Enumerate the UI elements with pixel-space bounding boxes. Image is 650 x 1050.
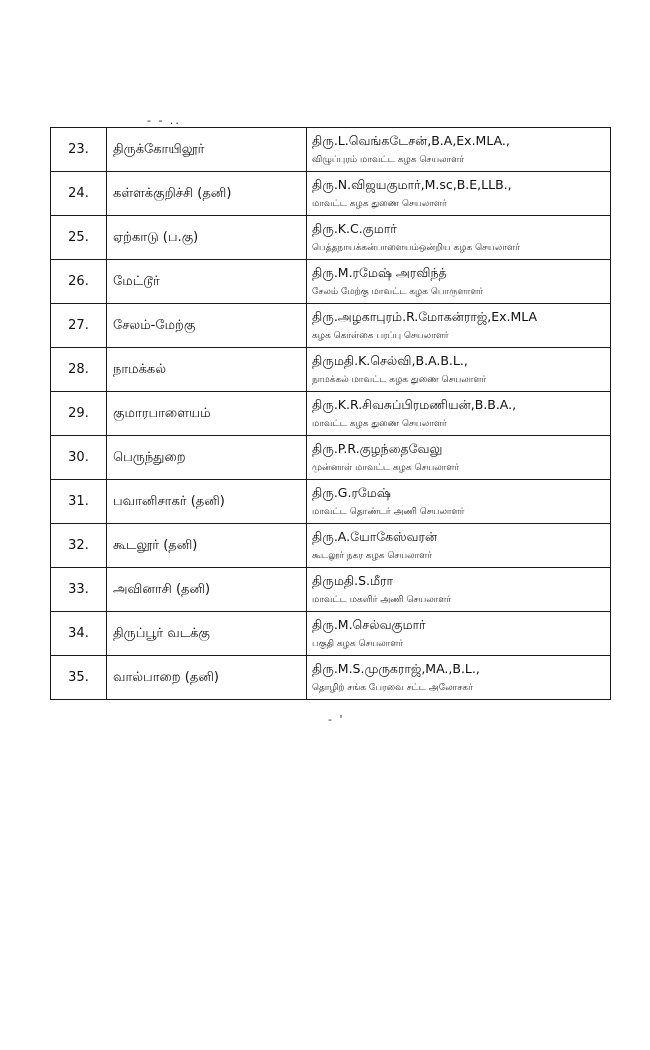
constituency-name: வால்பாறை (தனி)	[107, 656, 307, 700]
constituency-name: கூடலூர் (தனி)	[107, 524, 307, 568]
table-row	[51, 260, 611, 304]
row-number: 27.	[51, 304, 107, 348]
table-row	[51, 480, 611, 524]
constituency-name: திருப்பூர் வடக்கு	[107, 612, 307, 656]
constituency-name: நாமக்கல்	[107, 348, 307, 392]
candidate-cell	[307, 392, 611, 436]
candidate-role: பெத்தநாயக்கன்பாளையம்ஒன்றிய கழக செயலாளர்	[312, 243, 520, 253]
constituency-name: கள்ளக்குறிச்சி (தனி)	[107, 172, 307, 216]
table-row	[51, 216, 611, 260]
candidate-name: திரு.K.R.சிவசுப்பிரமணியன்,B.B.A.,	[312, 397, 517, 412]
candidate-role: பகுதி கழக செயலாளர்	[312, 639, 404, 649]
candidate-role: சேலம் மேற்கு மாவட்ட கழக பொருளாளர்	[312, 287, 484, 297]
candidate-name: திரு.அழகாபுரம்.R.மோகன்ராஜ்,Ex.MLA	[312, 309, 538, 324]
table-row	[51, 392, 611, 436]
row-number: 34.	[51, 612, 107, 656]
table-row	[51, 436, 611, 480]
row-number: 28.	[51, 348, 107, 392]
row-number: 29.	[51, 392, 107, 436]
table-row	[51, 128, 611, 172]
candidate-cell	[307, 128, 611, 172]
candidate-role: கழக கொள்கை பரப்பு செயலாளர்	[312, 331, 449, 341]
row-number: 24.	[51, 172, 107, 216]
table-row	[51, 568, 611, 612]
candidate-name: திரு.P.R.குழந்தைவேலு	[312, 441, 443, 456]
candidate-role: விழுப்புரம் மாவட்ட கழக செயலாளர்	[312, 155, 465, 165]
constituency-name: பவானிசாகர் (தனி)	[107, 480, 307, 524]
page-top-fragment: - - ..	[147, 114, 181, 127]
candidate-role: மாவட்ட தொண்டர் அணி செயலாளர்	[312, 507, 465, 517]
candidate-cell	[307, 524, 611, 568]
constituency-name: மேட்டூர்	[107, 260, 307, 304]
candidate-cell	[307, 480, 611, 524]
row-number: 30.	[51, 436, 107, 480]
row-number: 23.	[51, 128, 107, 172]
candidate-cell	[307, 612, 611, 656]
candidate-name: திரு.L.வெங்கடேசன்,B.A,Ex.MLA.,	[312, 133, 510, 148]
candidate-cell	[307, 172, 611, 216]
candidate-name: திருமதி.K.செல்வி,B.A.B.L.,	[312, 353, 468, 368]
table-row	[51, 524, 611, 568]
candidate-name: திருமதி.S.மீரா	[312, 573, 394, 588]
constituency-name: ஏற்காடு (ப.கு)	[107, 216, 307, 260]
candidate-cell	[307, 348, 611, 392]
constituency-name: அவினாசி (தனி)	[107, 568, 307, 612]
candidate-cell	[307, 304, 611, 348]
row-number: 25.	[51, 216, 107, 260]
row-number: 32.	[51, 524, 107, 568]
candidate-cell	[307, 216, 611, 260]
candidate-name: திரு.M.ரமேஷ் அரவிந்த்	[312, 265, 447, 280]
candidate-name: திரு.A.யோகேஸ்வரன்	[312, 529, 438, 544]
candidate-role: கூடலூர் நகர கழக செயலாளர்	[312, 551, 433, 561]
constituency-name: பெருந்துறை	[107, 436, 307, 480]
candidate-table-body	[51, 128, 611, 700]
candidate-role: நாமக்கல் மாவட்ட கழக துணை செயலாளர்	[312, 375, 487, 385]
candidate-cell	[307, 656, 611, 700]
candidate-role: முன்னாள் மாவட்ட கழக செயலாளர்	[312, 463, 460, 473]
candidate-table	[50, 127, 611, 700]
row-number: 33.	[51, 568, 107, 612]
table-row	[51, 656, 611, 700]
candidate-cell	[307, 436, 611, 480]
candidate-name: திரு.M.S.முருகராஜ்,MA.,B.L.,	[312, 661, 480, 676]
table-row	[51, 172, 611, 216]
row-number: 31.	[51, 480, 107, 524]
table-row	[51, 304, 611, 348]
candidate-name: திரு.K.C.குமார்	[312, 221, 397, 236]
candidate-cell	[307, 568, 611, 612]
candidate-name: திரு.N.விஜயகுமார்,M.sc,B.E,LLB.,	[312, 177, 512, 192]
row-number: 35.	[51, 656, 107, 700]
table-row	[51, 612, 611, 656]
candidate-name: திரு.G.ரமேஷ்	[312, 485, 391, 500]
page-bottom-fragment: - '	[328, 713, 345, 726]
candidate-role: தொழிற் சங்க பேரவை சட்ட அலோசகர்	[312, 683, 473, 693]
row-number: 26.	[51, 260, 107, 304]
constituency-name: சேலம்-மேற்கு	[107, 304, 307, 348]
candidate-cell	[307, 260, 611, 304]
constituency-name: திருக்கோயிலூர்	[107, 128, 307, 172]
table-row	[51, 348, 611, 392]
candidate-name: திரு.M.செல்வகுமார்	[312, 617, 426, 632]
constituency-name: குமாரபாளையம்	[107, 392, 307, 436]
candidate-role: மாவட்ட கழக துணை செயலாளர்	[312, 419, 447, 429]
candidate-role: மாவட்ட கழக துணை செயலாளர்	[312, 199, 447, 209]
candidate-role: மாவட்ட மகளிர் அணி செயலாளர்	[312, 595, 452, 605]
